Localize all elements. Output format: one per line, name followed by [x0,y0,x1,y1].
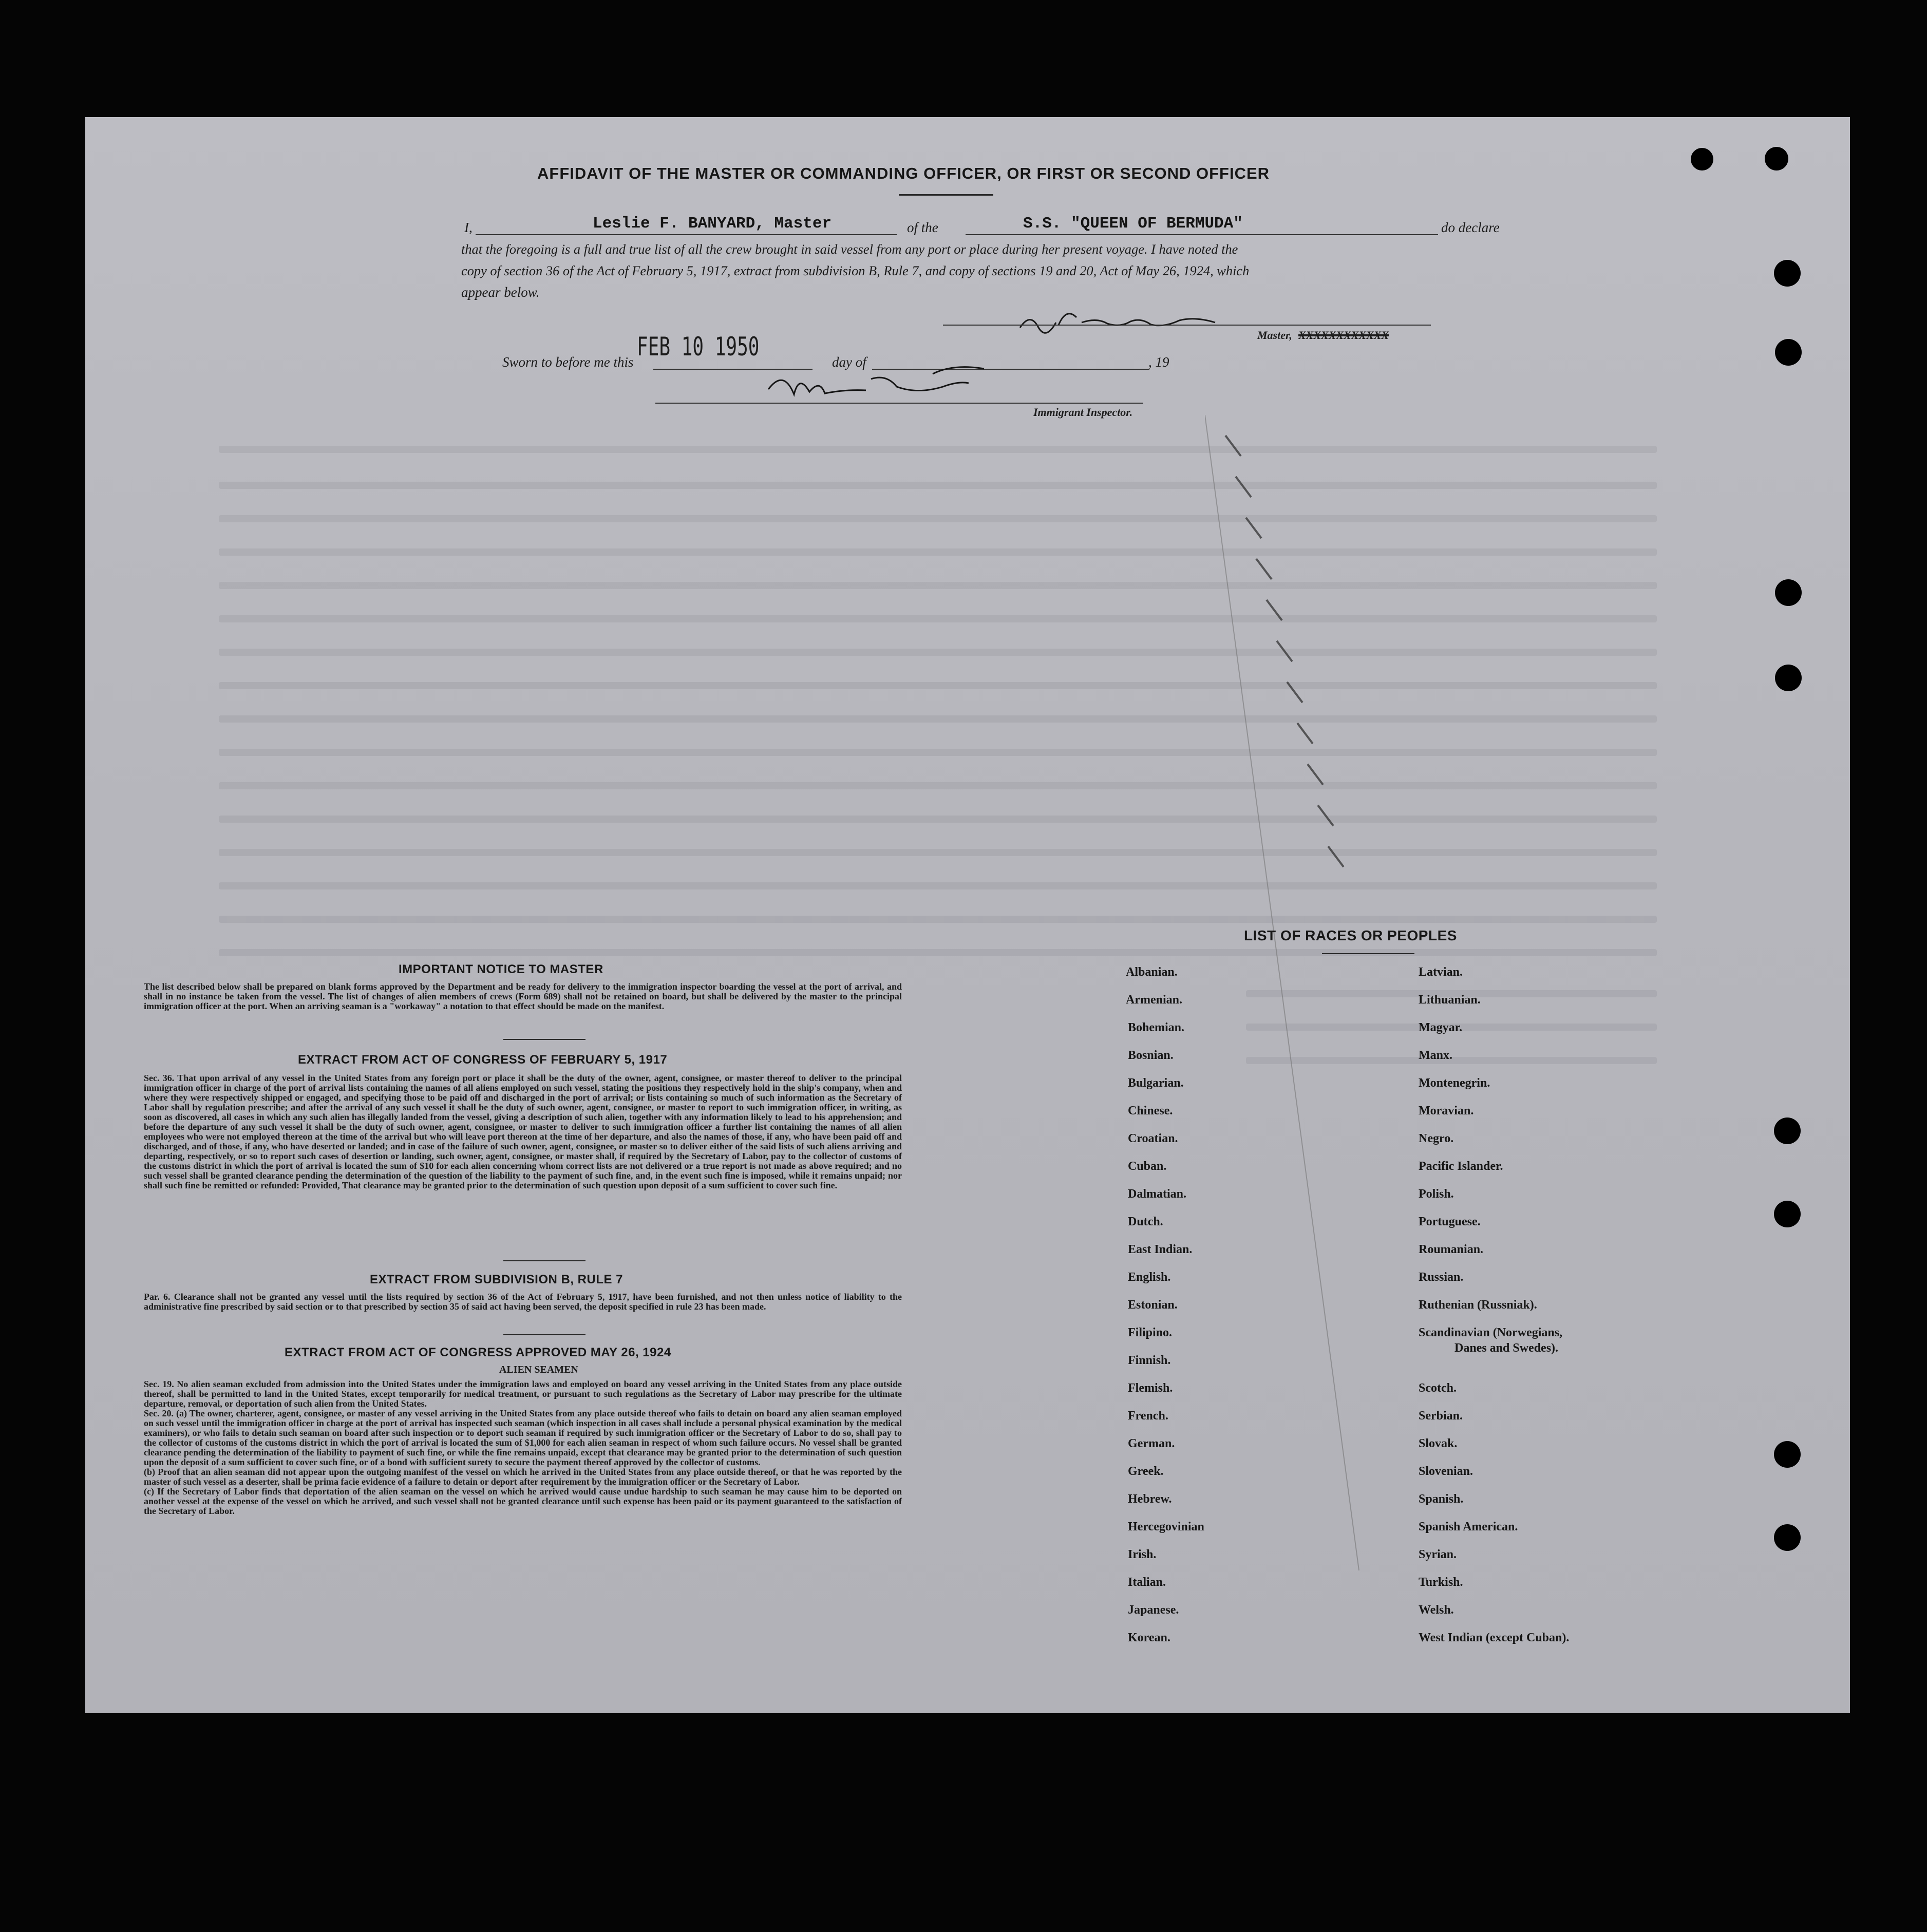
act-1924-body [144,1379,902,1516]
punch-hole [1774,1441,1801,1468]
race-item: Bulgarian. [1128,1076,1184,1090]
inspector-label: Immigrant Inspector. [1033,406,1133,419]
race-item: Pacific Islander. [1419,1160,1503,1173]
i-label: I, [464,220,473,235]
race-item: Flemish. [1128,1381,1173,1395]
sec-20c-text: (c) If the Secretary of Labor finds that deportation of the alien seaman on the vessel on which he arrived would cause undue hardship to such seaman he may cause him to be deported on another vessel at the expense of the vessel on which he arrived, and such vessel shall not be granted clearance until such expense has been paid or its payment guaranteed to the satisfaction of the Secretary of Labor. [144,1486,902,1516]
act-1917-divider [503,1260,585,1261]
punch-hole [1775,579,1802,606]
sworn-label: Sworn to before me this [502,354,634,370]
race-item: Armenian. [1126,993,1182,1007]
punch-hole [1775,339,1802,366]
notice-divider [503,1039,585,1040]
race-item: Croatian. [1128,1132,1178,1145]
master-name-line [476,234,897,235]
notice-title: IMPORTANT NOTICE TO MASTER [399,962,603,976]
race-item: West Indian (except Cuban). [1419,1631,1570,1644]
inspector-signature [763,358,999,415]
race-item: Bohemian. [1128,1021,1185,1034]
race-item: Polish. [1419,1187,1454,1201]
document-page [85,117,1850,1713]
punch-hole [1691,148,1713,171]
race-item: Magyar. [1419,1021,1463,1034]
race-item: Scandinavian (Norwegians, [1419,1326,1563,1339]
title-underline [899,194,993,196]
sec-19-text: Sec. 19. No alien seaman excluded from admission into the United States under the immigration laws and employed on board any vessel arriving in the United States from any place outside thereof, shall be permitted to land in the United States, except temporarily for medical treatment, or pursuant to such regulations as the Secretary of Labor may prescribe for the ultimate departure, removal, or deportation of such alien from the United States. [144,1379,902,1409]
punch-hole [1774,1117,1801,1144]
race-item: Cuban. [1128,1160,1167,1173]
race-item: East Indian. [1128,1243,1193,1256]
race-item: Portuguese. [1419,1215,1481,1228]
race-item: Syrian. [1419,1548,1457,1561]
sec-20a-text: Sec. 20. (a) The owner, charterer, agent, consignee, or master of any vessel arriving in the United States from any place outside thereof who fails to detain on board any alien seaman employed on such vessel until the immigration officer in charge at the port of arrival has inspected such seaman (which inspection in all cases shall include a personal physical examination by the medical examiners), or who fails to detain such seaman on board after such inspection or to deport such seaman if required by such immigration officer or the Secretary of Labor to do so, shall pay to the collector of customs of the customs district in which the port of arrival is located the sum of $1,000 for each alien seaman in respect of whom such failure occurs. No vessel shall be granted clearance pending the determination of the liability to payment of such fine, or while the fine remains unpaid, except that clearance may be granted prior to the determination of such question upon the deposit of a sum sufficient to cover such fine, or of a bond with sufficient surety to secure the payment thereof approved by the collector of customs. [144,1408,902,1467]
race-item: Chinese. [1128,1104,1173,1117]
act-1917-text: Sec. 36. That upon arrival of any vessel in the United States from any foreign port or place it shall be the duty of the owner, agent, consignee, or master thereof to deliver to the principal immigration officer in charge of the port of arrival lists containing the names of all aliens employed on such vessel, stating the positions they respectively hold in the ship's company, when and where they were respectively shipped or engaged, and specifying those to be paid off and discharged in the port of arrival; or lists containing so much of such information as the Secretary of Labor shall by regulation prescribe; and after the arrival of any such vessel it shall be the duty of such owner, agent, consignee, or master to report to such immigration officer, in writing, as soon as discovered, all cases in which any such alien has illegally landed from the vessel, giving a description of such alien, together with any information likely to lead to his apprehension; and before the departure of any such vessel it shall be the duty of such owner, agent, consignee, or master to deliver to such immigration officer a further list containing the names of all alien employees who were not employed thereon at the time of the arrival but who will leave port thereon at the time of her departure, and also the names of those, if any, who have been paid off and discharged, and of those, if any, who have deserted or landed; and in case of the failure of such owner, agent, consignee, or master so to deliver either of the said lists of such aliens arriving and departing, respectively, or so to report such cases of desertion or landing, such owner, agent, consignee, or master shall, if required by the Secretary of Labor, pay to the collector of customs of the customs district in which the port of arrival is located the sum of $10 for each alien concerning whom correct lists are not delivered or a true report is not made as above required; and no such vessel shall be granted clearance pending the determination of the question of the liability to the payment of such fine, and, in the event such fine is imposed, while it remains unpaid; nor shall such fine be remitted or refunded: Provided, That clearance may be granted prior to the determination of such question upon deposit of a sum sufficient to cover such fine. [144,1073,902,1190]
of-the-label: of the [907,220,938,235]
rule-7-title: EXTRACT FROM SUBDIVISION B, RULE 7 [370,1273,624,1286]
pencil-tick-marks [1205,415,1369,1596]
act-1924-subtitle: ALIEN SEAMEN [499,1364,578,1375]
punch-hole [1775,665,1802,691]
day-of-label: day of [832,354,866,370]
punch-hole [1774,260,1801,287]
vessel-name-field: S.S. "QUEEN OF BERMUDA" [1023,215,1243,233]
punch-hole [1774,1524,1801,1551]
race-item: Serbian. [1419,1409,1463,1423]
race-item: Estonian. [1128,1298,1178,1312]
race-item: German. [1128,1437,1175,1450]
date-stamp: FEB 10 1950 [637,332,760,362]
inspector-line [655,403,1143,404]
race-item: Hebrew. [1128,1492,1172,1506]
race-item: Spanish American. [1419,1520,1518,1533]
race-item: Lithuanian. [1419,993,1481,1007]
race-item: Filipino. [1128,1326,1173,1339]
master-signature [1010,302,1225,343]
rule-7-text: Par. 6. Clearance shall not be granted any vessel until the lists required by section 36 of the Act of February 5, 1917, have been furnished, and not then unless notice of liability to the administrative fine prescribed by said section or to that prescribed by section 35 of said act having been served, the deposit specified in rule 23 has been made. [144,1292,902,1312]
race-item: Scotch. [1419,1381,1457,1395]
race-item: Bosnian. [1128,1049,1174,1062]
race-item: Slovak. [1419,1437,1458,1450]
race-item: Korean. [1128,1631,1170,1644]
race-item: Moravian. [1419,1104,1474,1117]
race-item: Ruthenian (Russniak). [1419,1298,1537,1312]
race-item-continued: Danes and Swedes). [1454,1341,1559,1355]
race-item: Greek. [1128,1465,1164,1478]
race-item: Slovenian. [1419,1465,1473,1478]
race-item: Russian. [1419,1271,1464,1284]
notice-text: The list described below shall be prepared on blank forms approved by the Department and be ready for delivery to the immigration inspector boarding the vessel at the port of arrival, and shall in no instance be taken from the vessel. The list of changes of alien members of crews (Form 689) shall not be retained on board, but shall be delivered by the master to the principal immigration officer at the port. When an arriving seaman is a "workaway" a notation to that effect should be made on the manifest. [144,981,902,1011]
race-item: Japanese. [1128,1603,1179,1617]
year-label: , 19 [1148,354,1169,370]
race-item: Turkish. [1419,1576,1463,1589]
race-item: Negro. [1419,1132,1454,1145]
act-1924-title: EXTRACT FROM ACT OF CONGRESS APPROVED MAY 26, 1924 [285,1346,671,1359]
race-item: Italian. [1128,1576,1166,1589]
affidavit-line-2: that the foregoing is a full and true list of all the crew brought in said vessel from any port or place during her present voyage. I have noted the [461,241,1238,257]
races-divider [1322,953,1414,954]
rule-7-divider [503,1334,585,1335]
affidavit-title: AFFIDAVIT OF THE MASTER OR COMMANDING OFFICER, OR FIRST OR SECOND OFFICER [537,164,1270,182]
race-item: Dalmatian. [1128,1187,1186,1201]
race-item: Dutch. [1128,1215,1163,1228]
race-item: French. [1128,1409,1168,1423]
race-item: Welsh. [1419,1603,1454,1617]
race-item: English. [1128,1271,1171,1284]
race-item: Spanish. [1419,1492,1464,1506]
master-struck-text: XXXXXXXXXXXX [1298,329,1389,342]
act-1917-title: EXTRACT FROM ACT OF CONGRESS OF FEBRUARY 5, 1917 [298,1053,668,1067]
race-item: Albanian. [1126,965,1178,979]
vessel-name-line [966,234,1438,235]
sec-20b-text: (b) Proof that an alien seaman did not appear upon the outgoing manifest of the vessel on which he arrived in the United States from any place outside thereof, or that he was reported by the master of such vessel as a deserter, shall be prima facie evidence of a failure to detain or deport after requirement by the immigration officer or the Secretary of Labor. [144,1467,902,1487]
master-name-field: Leslie F. BANYARD, Master [593,215,832,233]
master-label: Master, [1257,329,1292,342]
affidavit-line-3: copy of section 36 of the Act of February 5, 1917, extract from subdivision B, Rule 7, and copy of sections 19 and 20, Act of May 26, 1924, which [461,263,1250,278]
races-title: LIST OF RACES OR PEOPLES [1244,927,1457,943]
race-item: Irish. [1128,1548,1157,1561]
punch-hole [1774,1201,1801,1227]
affidavit-line-4: appear below. [461,285,540,300]
race-item: Finnish. [1128,1354,1171,1367]
race-item: Manx. [1419,1049,1452,1062]
declare-label: do declare [1441,220,1500,235]
race-item: Latvian. [1419,965,1463,979]
master-signature-line [943,325,1431,326]
race-item: Roumanian. [1419,1243,1484,1256]
race-item: Montenegrin. [1419,1076,1490,1090]
race-item: Hercegovinian [1128,1520,1204,1533]
punch-hole [1765,147,1788,171]
